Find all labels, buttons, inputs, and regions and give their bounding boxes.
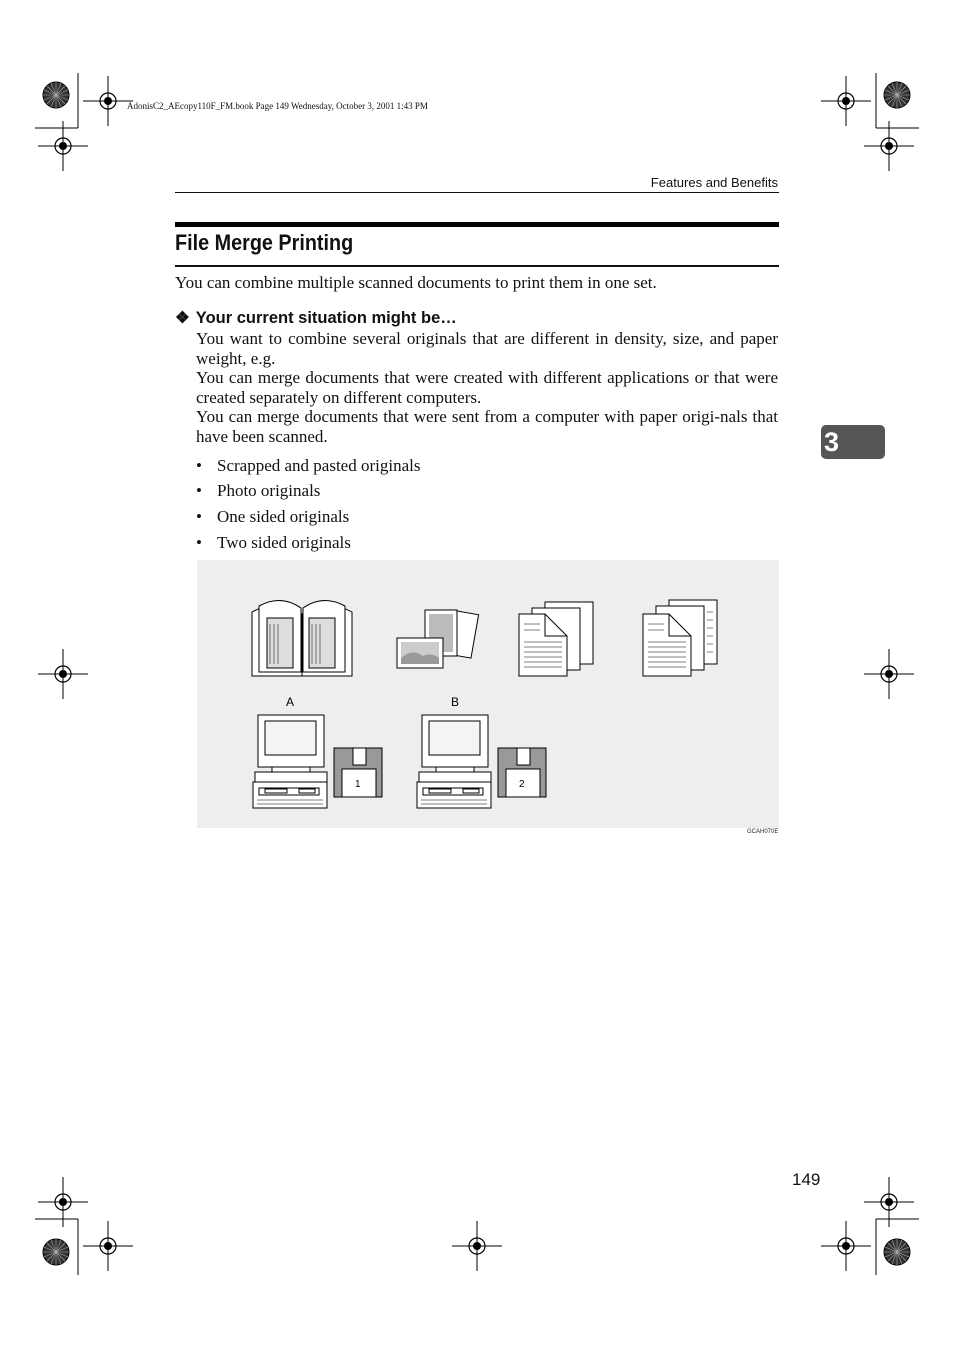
running-header: Features and Benefits bbox=[650, 175, 778, 190]
one-sided-pages-icon bbox=[519, 602, 593, 676]
header-rule bbox=[175, 192, 779, 193]
print-info: AdonisC2_AEcopy110F_FM.book Page 149 Wednesday, October 3, 2001 1:43 PM bbox=[127, 101, 428, 111]
title-rule bbox=[175, 265, 779, 267]
list-item: • Scrapped and pasted originals bbox=[196, 455, 421, 475]
situation-body bbox=[196, 329, 778, 555]
photos-icon bbox=[397, 610, 479, 668]
page-number: 149 bbox=[792, 1170, 821, 1189]
situation-paragraph: You can merge documents that were sent from a computer with paper origi-nals that have been scanned. bbox=[196, 407, 778, 446]
situation-heading bbox=[175, 308, 457, 328]
disk-2-label: 2 bbox=[519, 779, 525, 790]
situation-paragraph: You can merge documents that were created with different applications or that were created separately on different computers. bbox=[196, 368, 778, 407]
two-sided-pages-icon bbox=[643, 600, 717, 676]
chapter-tab: 3 bbox=[821, 425, 885, 459]
computer-a-icon bbox=[253, 715, 327, 808]
intro-text: You can combine multiple scanned documents to print them in one set. bbox=[175, 273, 657, 292]
list-item: • Two sided originals bbox=[196, 532, 351, 552]
illustration-drawing bbox=[197, 560, 779, 828]
situation-heading-text: Your current situation might be… bbox=[195, 309, 457, 327]
disk-1-label: 1 bbox=[355, 779, 361, 790]
list-item: • Photo originals bbox=[196, 481, 321, 501]
computer-b-icon bbox=[417, 715, 491, 808]
label-b: B bbox=[451, 695, 460, 709]
situation-paragraph: You want to combine several originals that are different in density, size, and paper weight, e.g. bbox=[196, 329, 778, 368]
title-bar bbox=[175, 222, 779, 227]
list-item: • One sided originals bbox=[196, 506, 350, 526]
label-a: A bbox=[286, 695, 295, 709]
diamond-icon: ❖ bbox=[175, 309, 190, 327]
figure-code: GCAH070E bbox=[747, 829, 779, 835]
booklet-icon bbox=[252, 600, 352, 676]
original-types-list bbox=[196, 453, 778, 556]
page-title: File Merge Printing bbox=[175, 230, 354, 255]
illustration bbox=[197, 560, 779, 828]
